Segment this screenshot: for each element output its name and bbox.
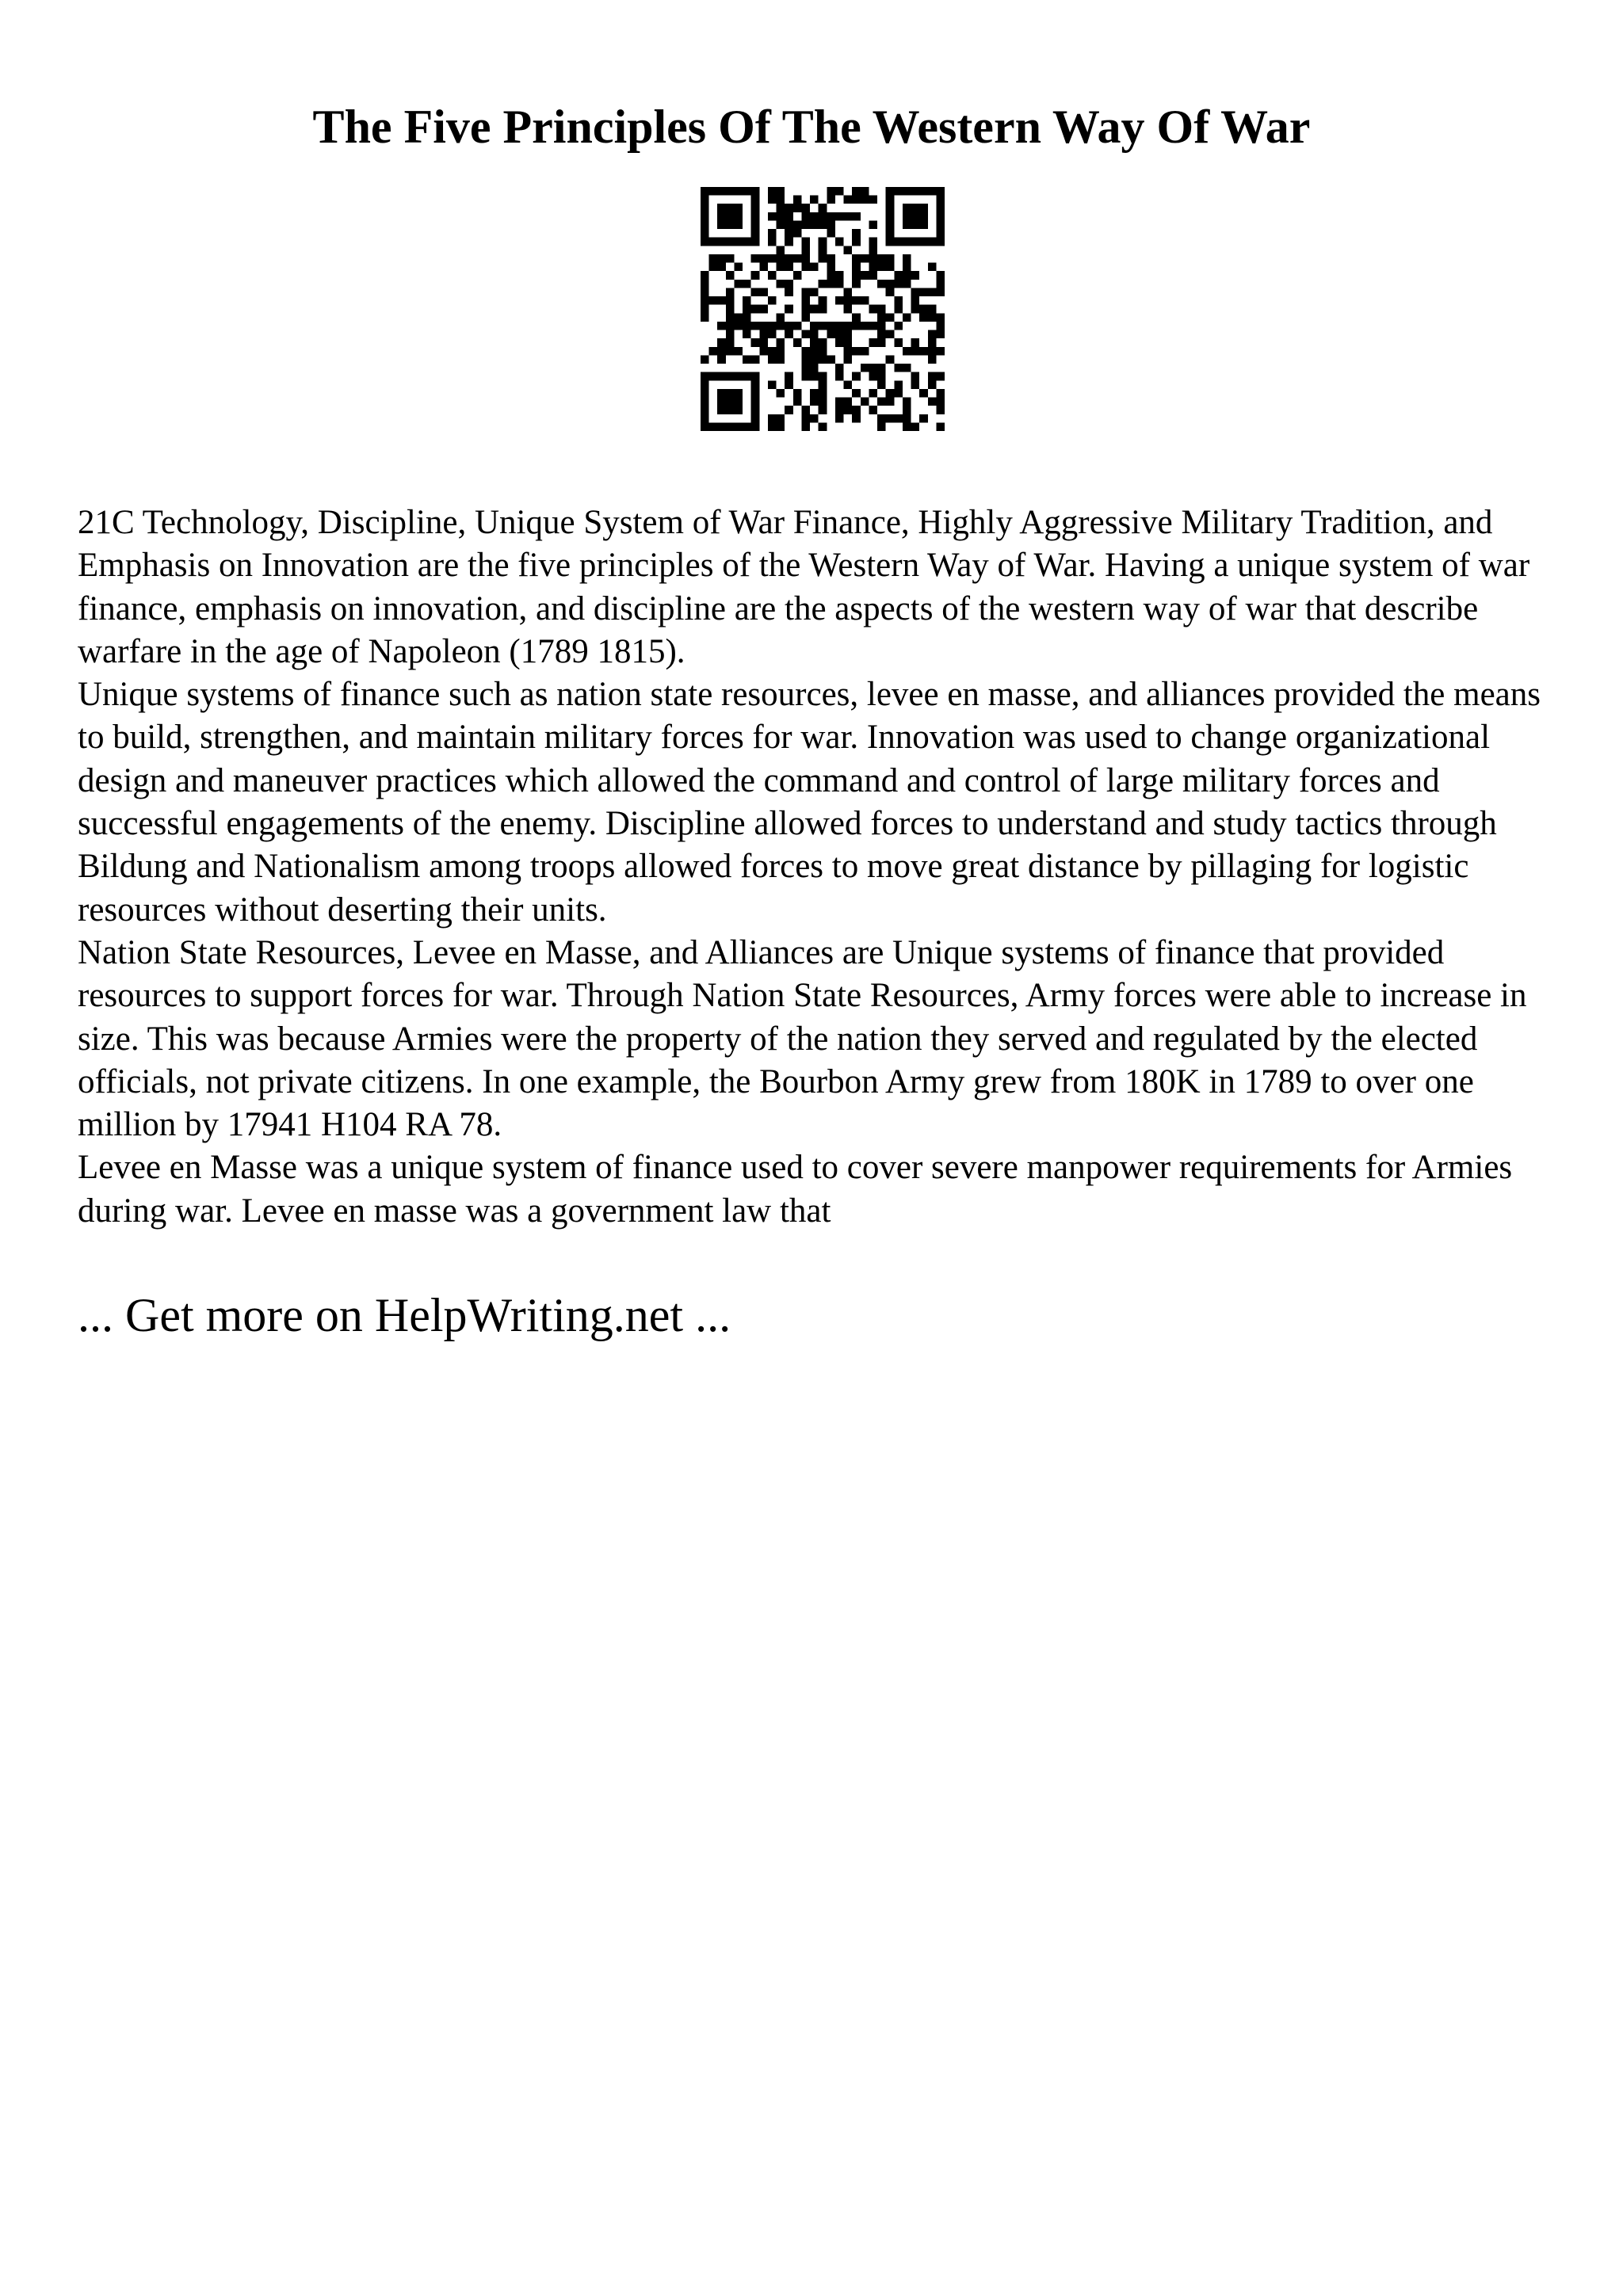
get-more-link[interactable]: ... Get more on HelpWriting.net ...	[78, 1289, 731, 1341]
paragraph-1: 21C Technology, Discipline, Unique System of War Finance, Highly Aggressive Military Tradition, and Emphasis on Innovation are the five principles of the Western Way of War. Having a unique system of war finance, emphasis on innovation, and discipline are the aspects of the western way of war that describe warfare in the age of Napoleon (1789 1815).	[78, 504, 1530, 670]
page-title: The Five Principles Of The Western Way Of War	[312, 101, 1311, 153]
paragraph-3: Nation State Resources, Levee en Masse, and Alliances are Unique systems of finance that provided resources to support forces for war. Through Nation State Resources, Army forces were able to increase in size. This was because Armies were the property of the nation they served and regulated by the elected officials, not private citizens. In one example, the Bourbon Army grew from 180K in 1789 to over one million by 17941 H104 RA 78.	[78, 933, 1527, 1144]
paragraph-4: Levee en Masse was a unique system of finance used to cover severe manpower requirements for Armies during war. Levee en masse was a government law that	[78, 1149, 1513, 1230]
article-body	[78, 502, 1568, 1233]
paragraph-2: Unique systems of finance such as nation state resources, levee en masse, and alliances provided the means to build, strengthen, and maintain military forces for war. Innovation was used to change organizational design and maneuver practices which allowed the command and control of large military forces and successful engagements of the enemy. Discipline allowed forces to understand and study tactics through Bildung and Nationalism among troops allowed forces to move great distance by pillaging for logistic resources without deserting their units.	[78, 676, 1541, 929]
qr-code-graphic	[701, 187, 945, 431]
qr-code-icon[interactable]	[701, 187, 945, 431]
